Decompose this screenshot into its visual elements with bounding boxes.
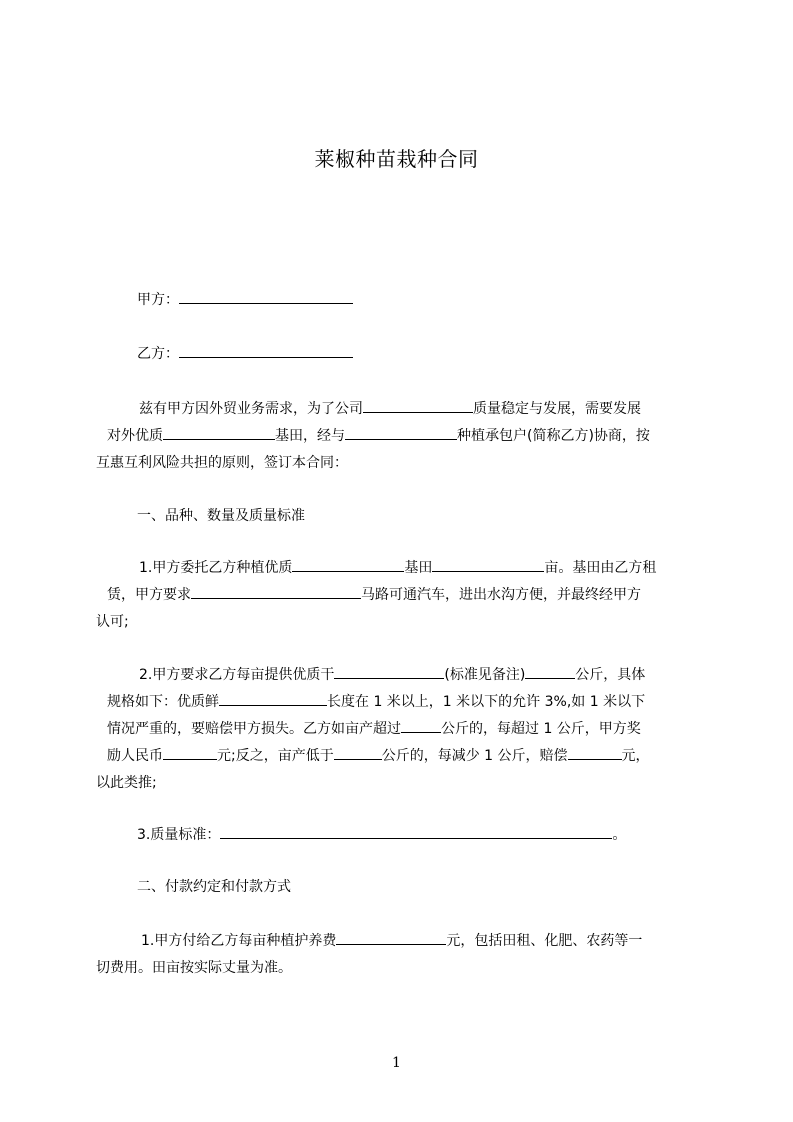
clause-text: 亩。基田由乙方租 <box>544 560 657 576</box>
party-b-line <box>137 341 741 368</box>
item-1-2-line-4 <box>107 743 711 770</box>
penalty-blank <box>568 744 622 760</box>
intro-text: 对外优质 <box>107 428 163 444</box>
clause-text: 元;反之，亩产低于 <box>217 748 334 764</box>
clause-text: 3.质量标准： <box>137 827 221 843</box>
clause-text: 1.甲方委托乙方种植优质 <box>139 560 293 576</box>
excess-yield-blank <box>401 717 441 733</box>
clause-text: 情况严重的，要赔偿甲方损失。乙方如亩产超过 <box>107 721 401 737</box>
intro-text: 质量稳定与发展，需要发展 <box>473 401 641 417</box>
item-2-1-line-1 <box>141 928 745 955</box>
party-b-label: 乙方： <box>137 346 179 362</box>
intro-text: 种植承包户(简称乙方)协商，按 <box>457 428 650 444</box>
section-2-heading <box>137 874 741 901</box>
section-heading-text: 一、品种、数量及质量标准 <box>137 508 305 524</box>
document-title: 莱椒种苗栽种合同 <box>314 147 479 171</box>
road-blank <box>191 583 361 599</box>
intro-line-1 <box>139 396 743 423</box>
item-1-1-line-2 <box>107 582 711 609</box>
clause-text: 公斤的，每减少 1 公斤，赔偿 <box>381 748 568 764</box>
item-1-2-line-3 <box>107 716 711 743</box>
intro-line-3 <box>96 450 700 477</box>
clause-text: (标准见备注) <box>444 667 526 683</box>
reward-blank <box>163 744 217 760</box>
clause-text: 。 <box>612 827 627 843</box>
item-1-2-line-2 <box>107 689 711 716</box>
acreage-blank <box>432 556 544 572</box>
clause-text: 公斤的，每超过 1 公斤，甲方奖 <box>441 721 641 737</box>
intro-text: 基田，经与 <box>275 428 345 444</box>
contractor-blank <box>345 424 457 440</box>
dry-product-blank <box>334 663 444 679</box>
clause-text: 规格如下：优质鲜 <box>107 694 219 710</box>
item-1-2-line-1 <box>139 662 743 689</box>
clause-text: 切费用。田亩按实际丈量为准。 <box>96 960 292 976</box>
fee-blank <box>336 929 446 945</box>
clause-text: 元， <box>621 748 650 764</box>
item-1-3-line <box>137 822 741 849</box>
clause-text: 1.甲方付给乙方每亩种植护养费 <box>141 933 337 949</box>
party-a-label: 甲方： <box>137 292 179 308</box>
company-blank <box>363 397 473 413</box>
quality-standard-blank <box>220 823 612 839</box>
section-1-heading <box>137 503 741 530</box>
clause-text: 赁，甲方要求 <box>107 587 191 603</box>
clause-text: 基田 <box>404 560 433 576</box>
clause-text: 马路可通汽车，进出水沟方便，并最终经甲方 <box>361 587 641 603</box>
item-1-1-line-3 <box>96 609 700 636</box>
clause-text: 励人民币 <box>107 748 163 764</box>
yield-blank <box>525 663 575 679</box>
clause-text: 2.甲方要求乙方每亩提供优质干 <box>139 667 335 683</box>
item-1-1-line-1 <box>139 555 743 582</box>
variety-blank <box>292 556 404 572</box>
intro-line-2 <box>107 423 711 450</box>
party-a-line <box>137 287 741 314</box>
clause-text: 认可; <box>96 614 129 630</box>
item-2-1-line-2 <box>96 955 700 982</box>
clause-text: 元，包括田租、化肥、农药等一 <box>446 933 643 949</box>
intro-text: 兹有甲方因外贸业务需求，为了公司 <box>139 401 363 417</box>
item-1-2-line-5 <box>96 770 700 797</box>
clause-text: 以此类推; <box>96 775 157 791</box>
product-blank <box>163 424 275 440</box>
party-b-blank <box>179 342 353 358</box>
intro-text: 互惠互利风险共担的原则，签订本合同： <box>96 455 348 471</box>
clause-text: 公斤，具体 <box>575 667 646 683</box>
clause-text: 长度在 1 米以上，1 米以下的允许 3%,如 1 米以下 <box>327 694 646 710</box>
min-yield-blank <box>334 744 382 760</box>
section-heading-text: 二、付款约定和付款方式 <box>137 879 291 895</box>
party-a-blank <box>179 288 353 304</box>
page-number: 1 <box>392 1055 401 1071</box>
fresh-product-blank <box>219 690 327 706</box>
